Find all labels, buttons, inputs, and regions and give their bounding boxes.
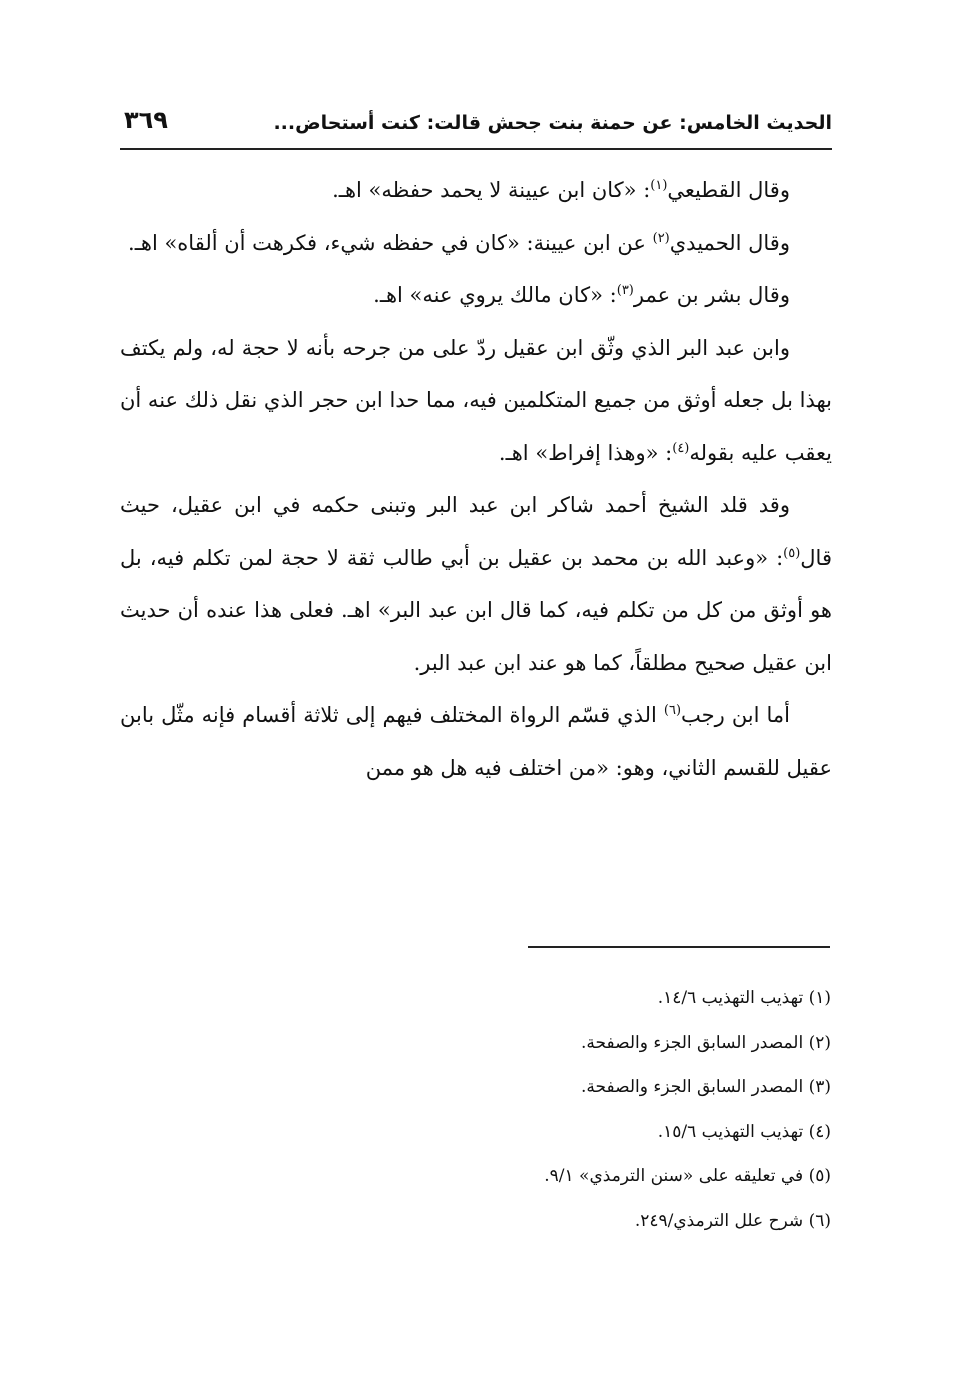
footnote-ref: (٢) (652, 230, 670, 246)
footnote: (٤) تهذيب التهذيب ١٥/٦. (657, 1121, 831, 1142)
header-title: الحديث الخامس: عن حمنة بنت جحش قالت: كنت أستحاض... (273, 112, 832, 134)
paragraph: وقد قلد الشيخ أحمد شاكر ابن عبد البر وتبنى حكمه في ابن عقيل، حيث قال$^{(٥)}$: «وعبد الله بن محمد بن عقيل بن أبي طالب ثقة لا حجة لمن تكلم فيه، بل هو أوثق من كل من تكلم فيه، كما قال ابن عبد البر» اهـ. فعلى هذا عنده أن حديث ابن عقيل صحيح مطلقاً، كما هو عند ابن عبد البر. (120, 493, 832, 675)
page-number: ٣٦٩ (124, 106, 168, 134)
paragraph: وقال الحميدي$^{(٢)}$ عن ابن عيينة: «كان في حفظه شيء، فكرهت أن ألقاه» اهـ. (128, 230, 790, 255)
paragraph: وابن عبد البر الذي وثّق ابن عقيل ردّ على من جرحه بأنه لا حجة له، ولم يكتف بهذا بل جعله أوثق من جميع المتكلمين فيه، مما حدا ابن حجر الذي نقل ذلك عنه أن يعقب عليه بقوله$^{(٤)}$: «وهذا إفراط» اهـ. (120, 335, 832, 465)
paragraph: أما ابن رجب$^{(٦)}$ الذي قسّم الرواة المختلف فيهم إلى ثلاثة أقسام فإنه مثّل بابن عقيل للقسم الثاني، وهو: «من اختلف فيه هل هو ممن (120, 703, 832, 780)
footnote-ref: (٦) (663, 703, 682, 718)
footnote-ref: (٣) (616, 283, 634, 298)
footnote-separator (528, 946, 830, 948)
footnote-ref: (٥) (783, 545, 801, 561)
body-text (120, 164, 832, 794)
footnote: (٣) المصدر السابق الجزء والصفحة. (581, 1077, 831, 1097)
paragraph: وقال بشر بن عمر$^{(٣)}$: «كان مالك يروي عنه» اهـ. (373, 283, 790, 307)
running-header (120, 108, 832, 150)
footnote: (٢) المصدر السابق الجزء والصفحة. (581, 1032, 831, 1053)
footnotes (231, 976, 831, 1243)
footnote-ref: (٤) (672, 440, 690, 456)
footnote: (٥) في تعليقه على «سنن الترمذي» ٩/١. (544, 1166, 831, 1186)
footnote-ref: (١) (650, 178, 668, 193)
paragraph: وقال القطيعي$^{(١)}$: «كان ابن عيينة لا يحمد حفظه» اهـ. (332, 178, 790, 202)
footnote: (٦) شرح علل الترمذي/٢٤٩. (634, 1210, 831, 1231)
footnote: (١) تهذيب التهذيب ١٤/٦. (657, 988, 831, 1008)
